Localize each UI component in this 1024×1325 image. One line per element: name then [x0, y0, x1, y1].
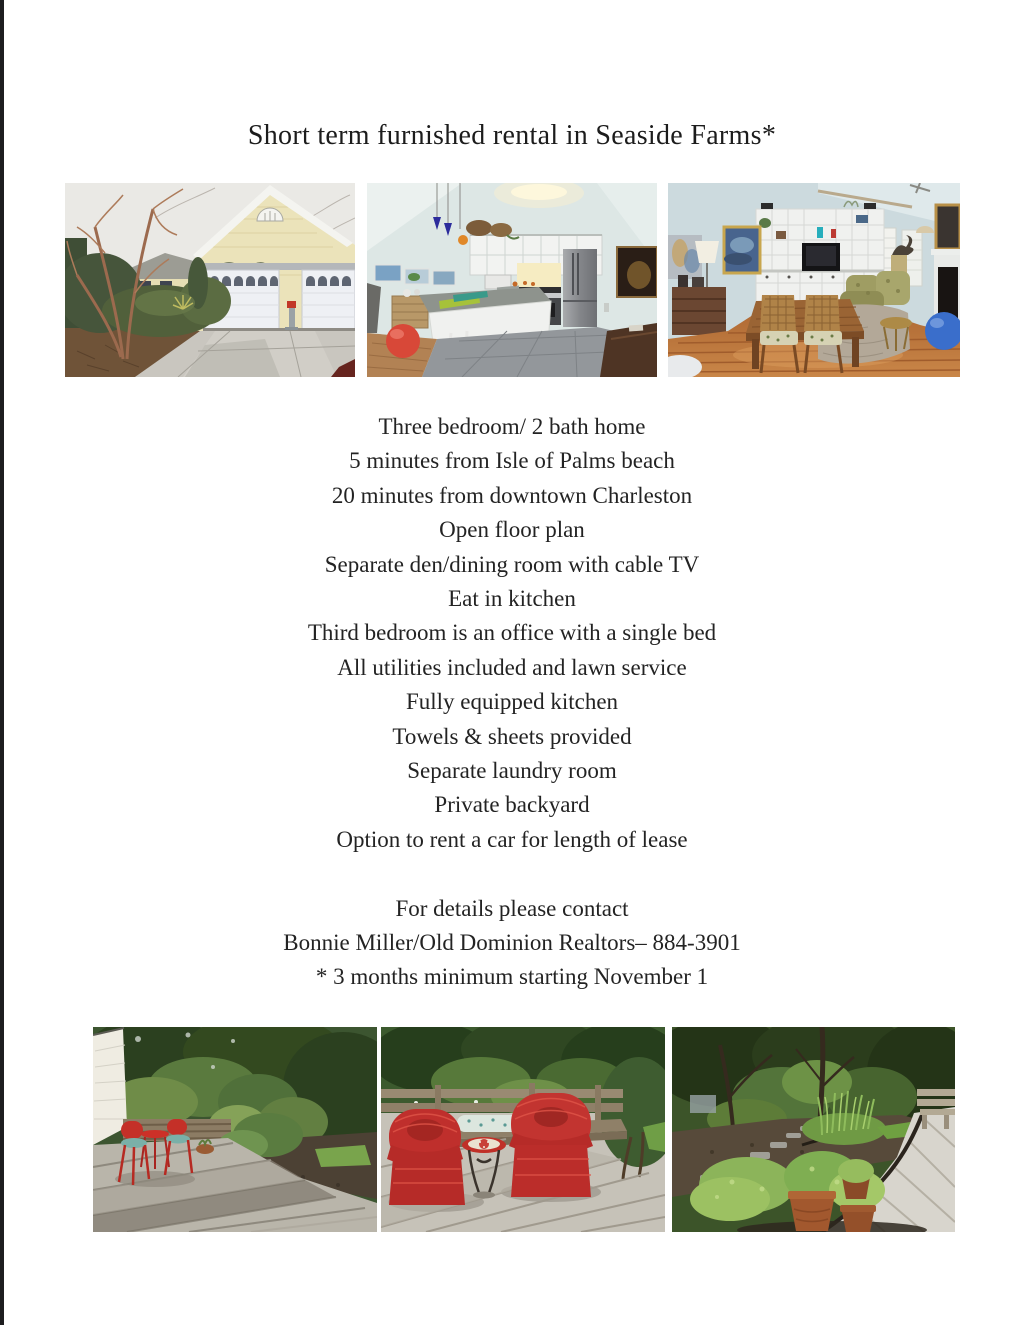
kitchen-illustration [367, 183, 657, 377]
contact-agent-phone: Bonnie Miller/Old Dominion Realtors– 884-3901 [283, 930, 741, 956]
feature-line: 20 minutes from downtown Charleston [331, 482, 693, 508]
feature-line: 5 minutes from Isle of Palms beach [349, 448, 675, 474]
feature-line: Private backyard [434, 792, 590, 818]
flyer-text [0, 410, 1024, 995]
feature-line: Option to rent a car for length of lease [336, 826, 688, 852]
red-chairs-illustration [381, 1027, 665, 1232]
feature-line: Eat in kitchen [448, 586, 576, 612]
photo-deck-bistro [93, 1027, 377, 1232]
feature-list [0, 410, 1024, 857]
feature-line: All utilities included and lawn service [337, 654, 687, 680]
feature-line: Three bedroom/ 2 bath home [378, 414, 646, 439]
page-title: Short term furnished rental in Seaside Farms* [247, 120, 777, 151]
deck-bistro-illustration [93, 1027, 377, 1232]
feature-line: Open floor plan [439, 517, 585, 543]
feature-line: Separate den/dining room with cable TV [324, 551, 700, 577]
contact-block [0, 892, 1024, 995]
contact-lease-note: * 3 months minimum starting November 1 [315, 964, 709, 990]
photo-house-exterior [65, 183, 355, 377]
photo-garden [672, 1027, 955, 1232]
photo-red-chairs [381, 1027, 665, 1232]
house-exterior-illustration [65, 183, 355, 377]
contact-intro: For details please contact [395, 895, 629, 921]
photo-kitchen [367, 183, 657, 377]
feature-line: Third bedroom is an office with a single bed [307, 620, 717, 646]
feature-line: Towels & sheets provided [392, 723, 632, 749]
garden-illustration [672, 1027, 955, 1232]
feature-line: Fully equipped kitchen [405, 689, 619, 715]
feature-line: Separate laundry room [407, 758, 617, 784]
living-room-illustration [668, 183, 960, 377]
photo-living-room [668, 183, 960, 377]
